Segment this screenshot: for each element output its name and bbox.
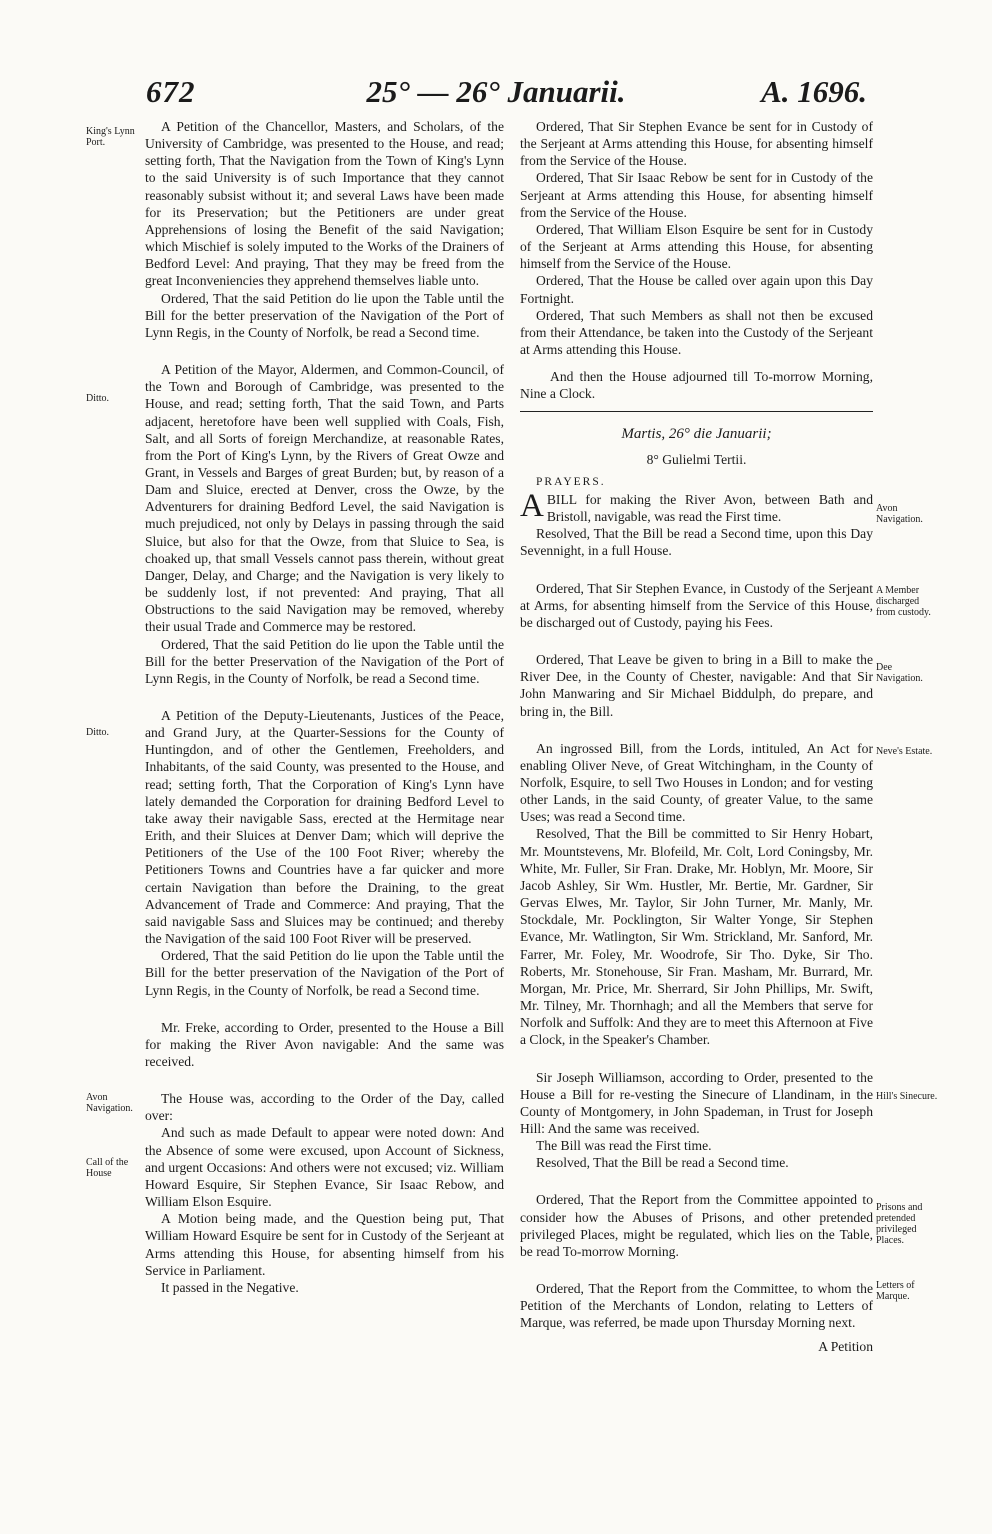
paragraph: Ordered, That the House be called over again upon this Day Fortnight. xyxy=(520,273,873,306)
paragraph: Resolved, That the Bill be read a Second time, upon this Day Sevennight, in a full House. xyxy=(520,526,873,559)
paragraph: It passed in the Negative. xyxy=(161,1279,299,1295)
paragraph: Ordered, That the said Petition do lie upon the Table until the Bill for the better preservation of the Navigation of the Port of Lynn Regis, in the County of Norfolk, be read a Second time. xyxy=(145,290,504,340)
paragraph: A Petition of the Chancellor, Masters, and Scholars, of the University of Cambridge, was presented to the House, and read; setting forth, That the Navigation from the Town of King's Lynn to the said University is of such Importance that they cannot reasonably subsist without it; and several Laws have been made for its Preservation; but the Petitioners are under great Apprehensions of losing the Benefit of the said Navigation; which Mischief is solely imputed to the Works of the Drainers of Bedford Level: And praying, That they may be freed from the great Inconveniencies they apprehend themselves liable unto. xyxy=(145,119,504,289)
paragraph: Ordered, That William Elson Esquire be sent for in Custody of the Serjeant at Arms attending this House, for absenting himself from the Service of the House. xyxy=(520,221,873,272)
page-year: A. 1696. xyxy=(761,74,867,109)
margin-note-kings-lynn-port: King's Lynn Port. xyxy=(86,126,135,148)
paragraph: Ordered, That Leave be given to bring in a Bill to make the River Dee, in the County of Chester, navigable: And that Sir John Manwaring and Sir Michael Biddulph, do prepare, and bring in, the Bill. xyxy=(520,652,873,719)
margin-note-ditto: Ditto. xyxy=(86,393,110,404)
margin-note-prisons: Prisons and pretended privileged Places. xyxy=(876,1202,923,1246)
paragraph: A Petition of the Deputy-Lieutenants, Justices of the Peace, and Grand Jury, at the Quarter-Sessions for the County of Huntingdon, and of other the Gentlemen, Freeholders, and Inhabitants, of the said County, was presented to the House, and read; setting forth, That the Corporation of King's Lynn have lately demanded the Corporation for draining Bedford Level to take away their navigable Sass, erected at the Hermitage near Erith, and their Sluices at Denver Dam; which will deprive the Petitioners of the Use of the 100 Foot River; whereby the Petitioners Towns and Countries have a far quicker and more certain Navigation than before the Draining, to the great Advancement of Trade and Commerce: And praying, That the said navigable Sass and Sluices may be continued; and thereby the Navigation of the said 100 Foot River will be preserved. xyxy=(145,708,504,947)
paragraph: A Motion being made, and the Question being put, That William Howard Esquire be sent for in Custody of the Serjeant at Arms attending this House, for absenting himself from his Service in Parliament. xyxy=(145,1211,504,1278)
paragraph: An ingrossed Bill, from the Lords, intituled, An Act for enabling Oliver Neve, of Great Witchingham, in the County of Norfolk, Esquire, to sell Two Houses in London; and for vesting other Lands, in the said County, of greater Value, to the same Uses; was read a Second time. xyxy=(520,740,873,825)
catchword: A Petition xyxy=(818,1338,873,1354)
margin-note-ditto: Ditto. xyxy=(86,727,110,738)
paragraph: The Bill was read the First time. xyxy=(536,1138,712,1154)
margin-note-member-discharged: A Member discharged from custody. xyxy=(876,585,931,618)
paragraph: A Petition of the Mayor, Aldermen, and Common-Council, of the Town and Borough of Cambridge, was presented to the House, and read; setting forth, That the said Town, and Parts adjacent, heretofore have been well supplied with Coals, Fish, Salt, and all Sorts of foreign Merchandize, at reasonable Rates, from the Port of King's Lynn, by the Rivers of Great Owze and Grant, in Vessels and Barges of great Burden; but, by reason of a Dam and Sluice, erected at Denver, cross the Owze, by the Adventurers for draining Bedford Level, the said Navigation is much prejudiced, not only by Delays in passing through the said Sluice, but also for that the Owze, from that Sluice to Sea, is choaked up, that small Vessels cannot pass therein, without great Danger, Delay, and Charge; and the Navigation is very likely to be suddenly lost, if not prevented: And praying, That all Obstructions to the said Navigation may be removed, whereby their usual Trade and Commerce may be restored. xyxy=(145,362,504,635)
paragraph-text: BILL for making the River Avon, between Bath and Bristoll, navigable, was read the First time. xyxy=(546,491,873,525)
margin-note-hills-sinecure: Hill's Sinecure. xyxy=(876,1091,938,1102)
page-number: 672 xyxy=(146,74,196,109)
drop-cap: A xyxy=(520,487,544,524)
margin-note-call-of-house: Call of the House xyxy=(86,1157,129,1179)
right-column xyxy=(520,118,873,1355)
paragraph: Mr. Freke, according to Order, presented to the House a Bill for making the River Avon navigable: And the same was received. xyxy=(145,1019,504,1069)
margin-note-neves-estate: Neve's Estate. xyxy=(876,746,933,757)
paragraph: Ordered, That Sir Isaac Rebow be sent for in Custody of the Serjeant at Arms attending this House, for absenting himself from the Service of the House. xyxy=(520,170,873,220)
paragraph: Sir Joseph Williamson, according to Order, presented to the House a Bill for re-vesting the Sinecure of Llandinam, in the County of Montgomery, in John Spademan, in Trust for Joseph Hill: And the same was received. xyxy=(520,1069,873,1136)
paragraph: Resolved, That the Bill be committed to Sir Henry Hobart, Mr. Mountstevens, Mr. Blofeild, Mr. Colt, Lord Coningsby, Mr. White, Mr. Fuller, Sir Fran. Drake, Mr. Hoblyn, Mr. Moore, Sir Jacob Ashley, Sir Wm. Hustler, Mr. Bertie, Mr. Gardner, Sir Gervas Elwes, Mr. Taylor, Sir John Turner, Mr. Manly, Mr. Stockdale, Mr. Pocklington, Sir Walter Yonge, Sir Stephen Evance, Mr. Watlington, Sir Wm. Strickland, Mr. Sanford, Mr. Farrer, Mr. Foley, Mr. Woodrofe, Sir Tho. Dyke, Sir Tho. Roberts, Mr. Stonehouse, Sir Fran. Masham, Mr. Burrard, Mr. Morgan, Mr. Price, Mr. Sherrard, Sir John Phillips, Mr. Swift, Mr. Tilney, Mr. Thornhagh; and all the Members that serve for Norfolk and Suffolk: And they are to meet this Afternoon at Five a Clock, in the Speaker's Chamber. xyxy=(520,826,873,1048)
paragraph: Ordered, That the Report from the Committee, to whom the Petition of the Merchants of London, relating to Letters of Marque, was referred, be made upon Thursday Morning next. xyxy=(520,1281,873,1331)
margin-note-avon-navigation: Avon Navigation. xyxy=(876,503,923,525)
paragraph xyxy=(520,487,873,525)
paragraph: Ordered, That the Report from the Committee appointed to consider how the Abuses of Prisons, and other pretended privileged Places, might be regulated, which lies on the Table, be read To-morrow Morning. xyxy=(520,1192,873,1259)
margin-note-avon-navigation: Avon Navigation. xyxy=(86,1092,133,1114)
paragraph: Ordered, That the said Petition do lie upon the Table until the Bill for the better Preservation of the Navigation of the Port of Lynn Regis, in the County of Norfolk, be read a Second time. xyxy=(145,636,504,686)
paragraph: Ordered, That Sir Stephen Evance be sent for in Custody of the Serjeant at Arms attending this House, for absenting himself from the Service of the House. xyxy=(520,119,873,169)
margin-note-letters-of-marque: Letters of Marque. xyxy=(876,1280,915,1302)
regnal-year: 8° Gulielmi Tertii. xyxy=(646,451,747,467)
page-header xyxy=(0,74,992,124)
adjournment-line: And then the House adjourned till To-morrow Morning, Nine a Clock. xyxy=(520,369,873,402)
paragraph: The House was, according to the Order of the Day, called over: xyxy=(145,1091,504,1124)
paragraph: Ordered, That Sir Stephen Evance, in Custody of the Serjeant at Arms, for absenting himself from the Service of this House, be discharged out of Custody, paying his Fees. xyxy=(520,580,873,630)
left-column xyxy=(145,118,504,1296)
margin-note-dee-navigation: Dee Navigation. xyxy=(876,662,923,684)
section-divider xyxy=(520,411,873,412)
page-date: 25° — 26° Januarii. xyxy=(366,74,626,109)
prayers-heading: PRAYERS. xyxy=(536,475,606,488)
paragraph: Ordered, That such Members as shall not then be excused from their Attendance, be taken into the Custody of the Serjeant at Arms attending this House. xyxy=(520,307,873,358)
paragraph: Resolved, That the Bill be read a Second time. xyxy=(536,1155,789,1171)
paragraph: And such as made Default to appear were noted down: And the Absence of some were excused, upon Account of Sickness, and urgent Occasions: And others were not excused; viz. William Howard Esquire, Sir Stephen Evance, Sir Isaac Rebow, and William Elson Esquire. xyxy=(145,1125,504,1210)
paragraph: Ordered, That the said Petition do lie upon the Table until the Bill for the better preservation of the Navigation of the Port of Lynn Regis, in the County of Norfolk, be read a Second time. xyxy=(145,948,504,998)
day-heading: Martis, 26° die Januarii; xyxy=(621,425,772,442)
